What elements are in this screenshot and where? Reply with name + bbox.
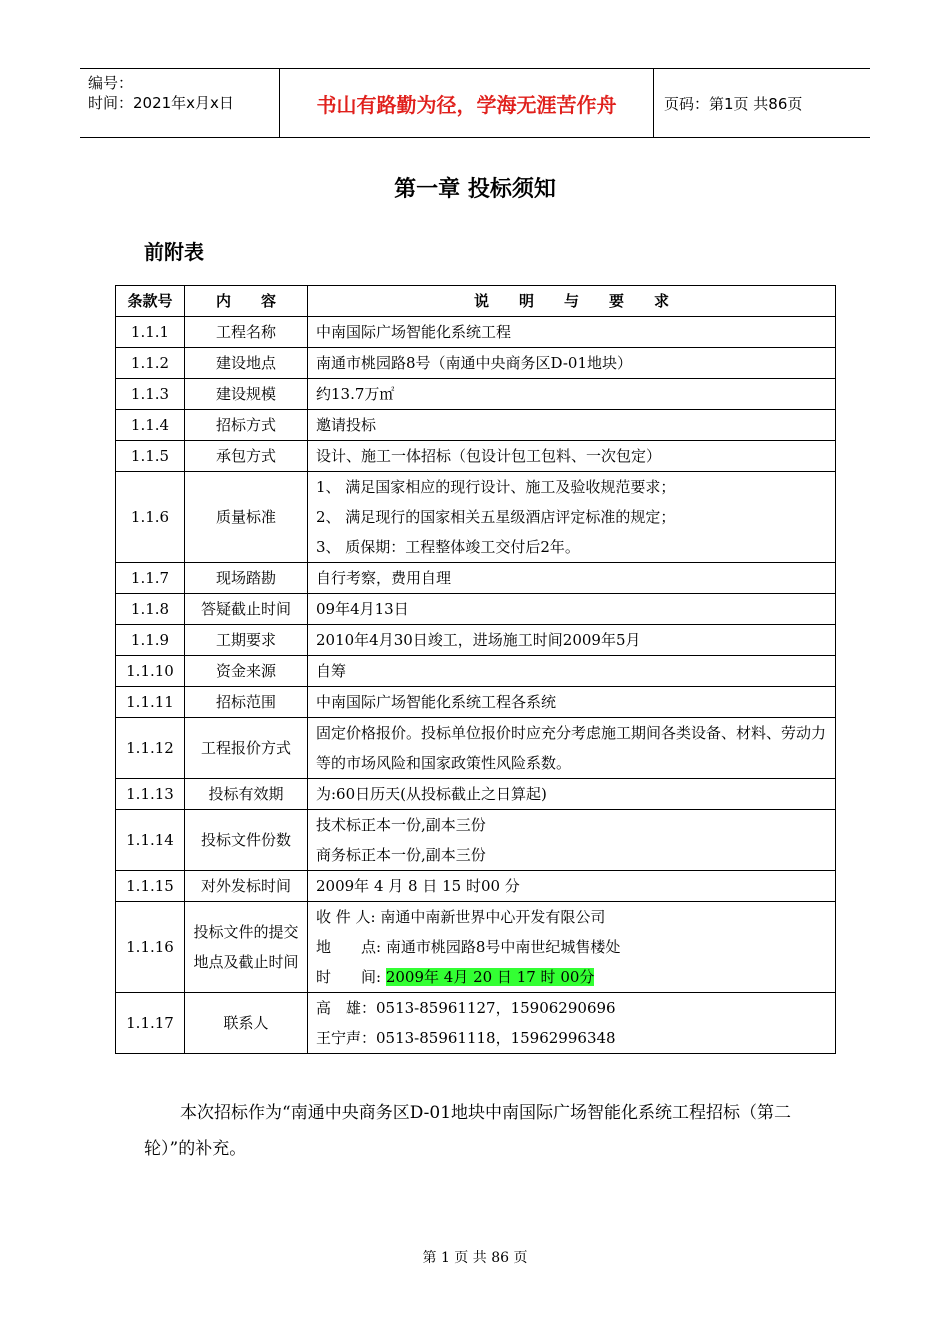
clause-number: 1.1.13 <box>116 779 185 810</box>
clause-description <box>308 563 836 594</box>
section-title: 前附表 <box>144 240 204 264</box>
description-line: 设计、施工一体招标（包设计包工包料、一次包定） <box>316 447 662 465</box>
description-line: 商务标正本一份,副本三份 <box>316 846 486 864</box>
clause-item: 投标文件的提交地点及截止时间 <box>185 902 308 993</box>
description-line: 2、 满足现行的国家相关五星级酒店评定标准的规定； <box>316 508 676 526</box>
description-line: 高 雄：0513-85961127，15906290696 <box>316 999 616 1017</box>
table-row <box>116 687 836 718</box>
description-line: 技术标正本一份,副本三份 <box>316 816 486 834</box>
description-line: 约13.7万㎡ <box>316 385 395 403</box>
table-row <box>116 718 836 779</box>
clause-number: 1.1.8 <box>116 594 185 625</box>
clause-number: 1.1.4 <box>116 410 185 441</box>
table-row <box>116 902 836 993</box>
clause-number: 1.1.7 <box>116 563 185 594</box>
clause-description <box>308 718 836 779</box>
clause-item: 工程报价方式 <box>185 718 308 779</box>
description-line: 中南国际广场智能化系统工程 <box>316 323 512 341</box>
body-paragraph: 本次招标作为“南通中央商务区D-01地块中南国际广场智能化系统工程招标（第二轮）”的补充。 <box>144 1103 792 1159</box>
clause-item: 建设地点 <box>185 348 308 379</box>
clause-number: 1.1.6 <box>116 472 185 563</box>
table-row <box>116 317 836 348</box>
clause-item: 现场踏勘 <box>185 563 308 594</box>
table-row <box>116 594 836 625</box>
time-label: 时间：2021年x月x日 <box>88 94 234 112</box>
clause-number: 1.1.16 <box>116 902 185 993</box>
clause-description <box>308 871 836 902</box>
clause-number: 1.1.9 <box>116 625 185 656</box>
clause-description <box>308 472 836 563</box>
page-footer: 第 1 页 共 86 页 <box>422 1250 528 1266</box>
header-content: 内 容 <box>185 286 308 317</box>
header-clause: 条款号 <box>116 286 185 317</box>
clause-description <box>308 441 836 472</box>
clause-description <box>308 317 836 348</box>
clause-number: 1.1.2 <box>116 348 185 379</box>
description-line: 自筹 <box>316 662 347 680</box>
description-line: 为:60日历天(从投标截止之日算起) <box>316 785 547 803</box>
clause-number: 1.1.1 <box>116 317 185 348</box>
clause-description <box>308 410 836 441</box>
clause-number: 1.1.10 <box>116 656 185 687</box>
description-line: 2010年4月30日竣工，进场施工时间2009年5月 <box>316 631 641 649</box>
table-row <box>116 810 836 871</box>
clause-item: 工程名称 <box>185 317 308 348</box>
clause-description <box>308 779 836 810</box>
number-label: 编号： <box>88 74 134 92</box>
table-row <box>116 993 836 1054</box>
description-line: 中南国际广场智能化系统工程各系统 <box>316 693 557 711</box>
clause-number: 1.1.12 <box>116 718 185 779</box>
clause-number: 1.1.11 <box>116 687 185 718</box>
deadline-label: 时 间: <box>316 968 386 986</box>
description-line: 地 点: 南通市桃园路8号中南世纪城售楼处 <box>316 938 621 956</box>
clause-description <box>308 625 836 656</box>
clause-description <box>308 993 836 1054</box>
description-line: 固定价格报价。投标单位报价时应充分考虑施工期间各类设备、材料、劳动力等的市场风险和国家政策性风险系数。 <box>316 724 827 772</box>
table-row <box>116 410 836 441</box>
clause-item: 投标有效期 <box>185 779 308 810</box>
header-motto: 书山有路勤为径，学海无涯苦作舟 <box>280 69 654 137</box>
description-line: 南通市桃园路8号（南通中央商务区D-01地块） <box>316 354 633 372</box>
clause-item: 投标文件份数 <box>185 810 308 871</box>
clause-number: 1.1.14 <box>116 810 185 871</box>
table-row <box>116 348 836 379</box>
table-row <box>116 472 836 563</box>
description-line: 09年4月13日 <box>316 600 409 618</box>
deadline-value: 2009年 4月 20 日 17 时 00分 <box>385 968 595 986</box>
header-description: 说 明 与 要 求 <box>308 286 836 317</box>
description-line: 自行考察，费用自理 <box>316 569 452 587</box>
clause-number: 1.1.5 <box>116 441 185 472</box>
header-page-info: 页码：第1页 共86页 <box>664 94 803 113</box>
clause-item: 资金来源 <box>185 656 308 687</box>
clause-item: 招标方式 <box>185 410 308 441</box>
clause-description <box>308 902 836 993</box>
clause-description <box>308 379 836 410</box>
description-line: 3、 质保期：工程整体竣工交付后2年。 <box>316 538 580 556</box>
table-row <box>116 871 836 902</box>
clause-description <box>308 656 836 687</box>
table-row <box>116 779 836 810</box>
description-line: 收 件 人: 南通中南新世界中心开发有限公司 <box>316 908 606 926</box>
clause-description <box>308 687 836 718</box>
chapter-title: 第一章 投标须知 <box>394 177 556 202</box>
clause-item: 招标范围 <box>185 687 308 718</box>
table-row <box>116 379 836 410</box>
clause-number: 1.1.3 <box>116 379 185 410</box>
clause-item: 对外发标时间 <box>185 871 308 902</box>
bid-table <box>115 285 836 1054</box>
clause-number: 1.1.17 <box>116 993 185 1054</box>
clause-item: 承包方式 <box>185 441 308 472</box>
table-header-row <box>116 286 836 317</box>
clause-item: 质量标准 <box>185 472 308 563</box>
clause-item: 工期要求 <box>185 625 308 656</box>
page-header <box>80 68 870 138</box>
header-meta <box>80 69 280 137</box>
clause-description <box>308 348 836 379</box>
description-line: 邀请投标 <box>316 416 377 434</box>
clause-item: 答疑截止时间 <box>185 594 308 625</box>
description-line: 1、 满足国家相应的现行设计、施工及验收规范要求； <box>316 478 676 496</box>
clause-item: 建设规模 <box>185 379 308 410</box>
table-row <box>116 441 836 472</box>
clause-description <box>308 594 836 625</box>
clause-number: 1.1.15 <box>116 871 185 902</box>
table-row <box>116 656 836 687</box>
table-row <box>116 625 836 656</box>
clause-item: 联系人 <box>185 993 308 1054</box>
table-row <box>116 563 836 594</box>
clause-description <box>308 810 836 871</box>
description-line: 王宁声：0513-85961118，15962996348 <box>316 1029 616 1047</box>
description-line: 2009年 4 月 8 日 15 时00 分 <box>316 877 520 895</box>
deadline-line <box>316 962 827 992</box>
